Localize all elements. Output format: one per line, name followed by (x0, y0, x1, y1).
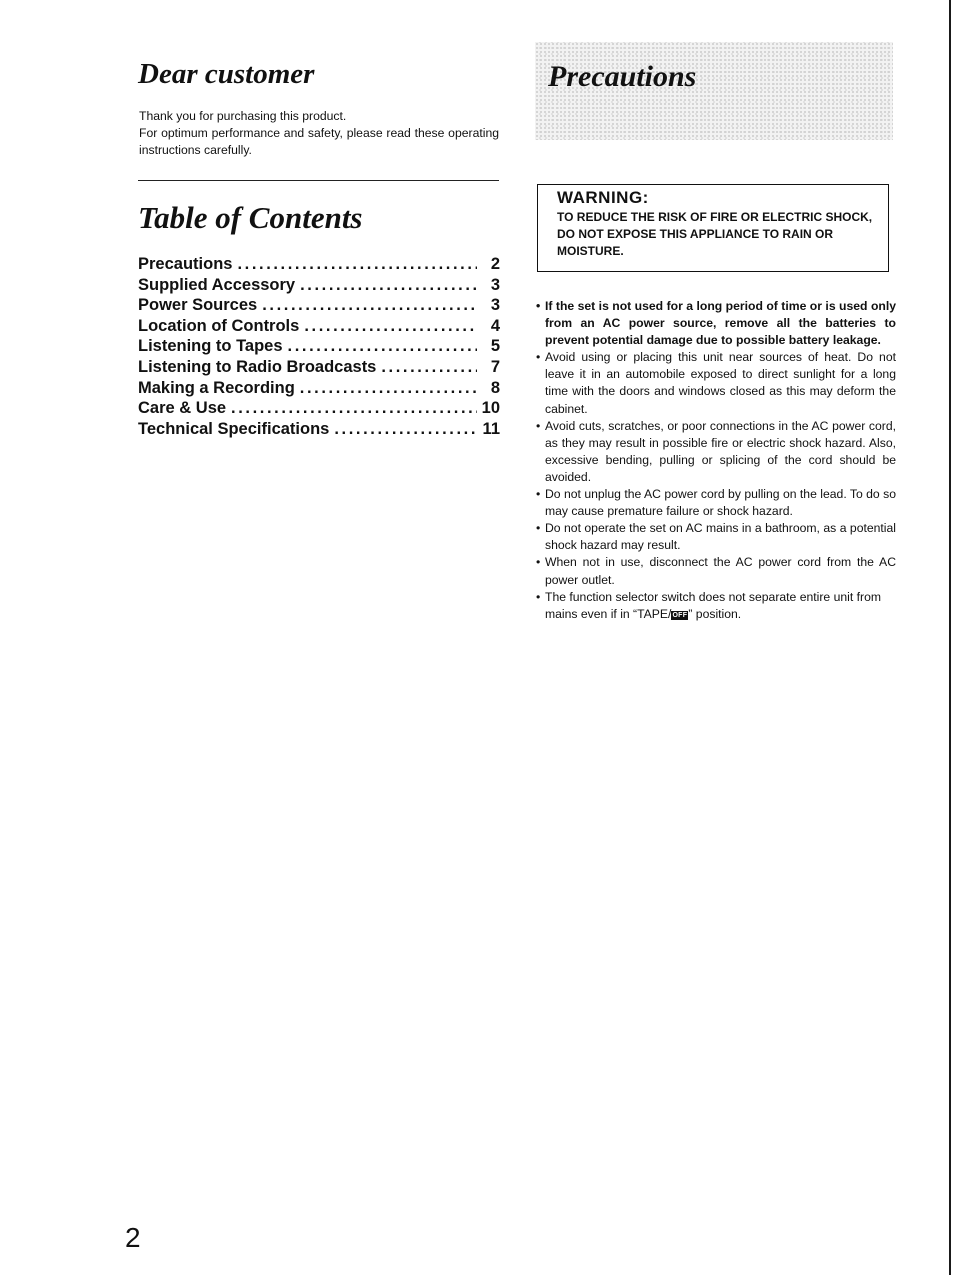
toc-entry-precautions[interactable] (138, 254, 500, 275)
toc-entry-page: 5 (490, 337, 500, 356)
dear-customer-title: Dear customer (138, 58, 315, 90)
toc-entry-location-of-controls[interactable] (138, 316, 500, 337)
toc-entry-page: 8 (490, 378, 500, 397)
precaution-item (536, 589, 896, 623)
toc-entry-label: Care & Use (138, 399, 227, 418)
toc-entry-label: Listening to Tapes (138, 337, 283, 356)
precaution-item: • Avoid using or placing this unit near sources of heat. Do not leave it in an automobile exposed to direct sunlight for a long time with the doors and windows closed as this may deform the cabinet. (536, 349, 896, 417)
toc-entry-power-sources[interactable] (138, 295, 500, 316)
toc-entry-listening-to-radio[interactable] (138, 357, 500, 378)
precaution-item: • Avoid cuts, scratches, or poor connections in the AC power cord, as they may result in possible fire or electric shock hazard. Also, excessive bending, pulling or splicing of the cord should be avoided. (536, 418, 896, 486)
toc-entry-page: 10 (481, 399, 500, 418)
dear-customer-line: Thank you for purchasing this product. (139, 109, 347, 123)
warning-box (537, 184, 889, 272)
table-of-contents (138, 254, 500, 439)
toc-leader-dots (381, 357, 477, 378)
page-edge-line (949, 0, 951, 1275)
toc-entry-page: 4 (490, 316, 500, 335)
precautions-list (536, 298, 896, 623)
precaution-item-text: The function selector switch does not separate entire unit from mains even if in “TAPE/ (545, 589, 882, 621)
toc-entry-supplied-accessory[interactable] (138, 275, 500, 296)
toc-leader-dots (262, 295, 477, 316)
toc-entry-label: Making a Recording (138, 378, 295, 397)
precaution-item: • Do not unplug the AC power cord by pulling on the lead. To do so may cause premature failure or shock hazard. (536, 486, 896, 520)
toc-leader-dots (300, 275, 477, 296)
warning-title: WARNING: (557, 188, 649, 207)
toc-entry-label: Precautions (138, 255, 233, 273)
toc-leader-dots (334, 419, 477, 440)
precaution-item-text: ” position. (688, 606, 742, 621)
precaution-item: • Do not operate the set on AC mains in a bathroom, as a potential shock hazard may result. (536, 520, 896, 554)
dear-customer-text (139, 108, 499, 159)
toc-entry-page: 2 (490, 255, 500, 273)
toc-entry-label: Power Sources (138, 296, 258, 315)
page-number: 2 (125, 1222, 141, 1253)
warning-text: TO REDUCE THE RISK OF FIRE OR ELECTRIC SHOCK, DO NOT EXPOSE THIS APPLIANCE TO RAIN OR MOISTURE. (557, 210, 873, 258)
precaution-item: • When not in use, disconnect the AC power cord from the AC power outlet. (536, 554, 896, 588)
toc-leader-dots (231, 398, 477, 419)
toc-entry-care-and-use[interactable] (138, 398, 500, 419)
toc-entry-label: Location of Controls (138, 316, 300, 335)
toc-entry-page: 3 (490, 296, 500, 315)
toc-entry-making-a-recording[interactable] (138, 378, 500, 399)
off-symbol: OFF (672, 611, 688, 619)
section-divider (138, 180, 499, 181)
toc-leader-dots (304, 316, 477, 337)
toc-entry-label: Listening to Radio Broadcasts (138, 357, 377, 376)
precautions-title: Precautions (548, 60, 697, 93)
toc-entry-page: 3 (490, 275, 500, 294)
dear-customer-line: For optimum performance and safety, please read these operating instructions carefully. (139, 126, 499, 157)
toc-leader-dots (237, 254, 477, 275)
toc-entry-label: Supplied Accessory (138, 275, 296, 294)
toc-entry-listening-to-tapes[interactable] (138, 336, 500, 357)
toc-title: Table of Contents (138, 200, 363, 235)
toc-entry-technical-specifications[interactable] (138, 419, 500, 440)
toc-leader-dots (288, 336, 477, 357)
toc-entry-label: Technical Specifications (138, 419, 330, 438)
precaution-item: • If the set is not used for a long period of time or is used only from an AC power source, remove all the batteries to prevent potential damage due to possible battery leakage. (536, 298, 896, 349)
toc-entry-page: 7 (490, 357, 500, 376)
toc-entry-page: 11 (482, 419, 500, 438)
toc-leader-dots (300, 378, 477, 399)
